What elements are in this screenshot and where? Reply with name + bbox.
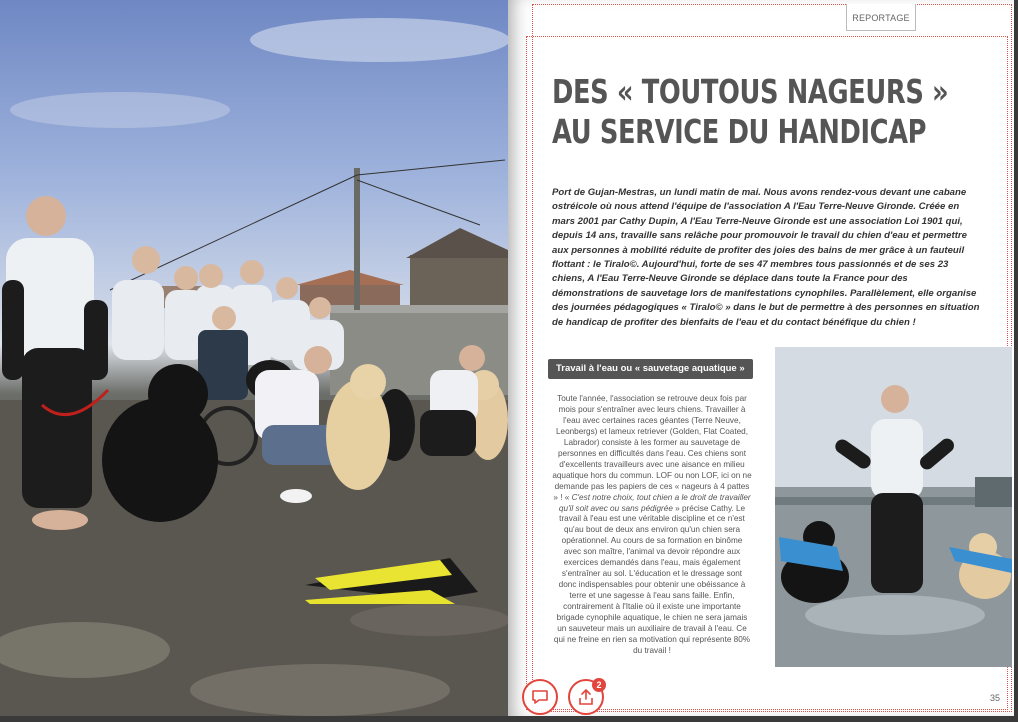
article-page xyxy=(508,0,1014,716)
article-body-quote: C'est notre choix, tout chien a le droit de travailler qu'il soit avec ou sans pédigrée xyxy=(558,492,751,513)
group-photo xyxy=(0,0,508,716)
article-lead: Port de Gujan-Mestras, un lundi matin de mai. Nous avons rendez-vous devant une cabane ostréicole où nous attend l'équipe de l'association A l'Eau Terre-Neuve Gironde. Créée en mars 2001 par Cathy Dupin, A l'Eau Terre-Neuve Gironde est une association Loi 1901 qui, depuis 14 ans, travaille sans relâche pour promouvoir le travail du chien d'eau et permettre aux personnes à mobilité réduite de profiter des joies des bains de mer grâce à un fauteuil flottant : le Tiralo©. Aujourd'hui, forte de ses 47 membres tous passionnés et de ses 23 chiens, A l'Eau Terre-Neuve Gironde se déplace dans toute la France pour des démonstrations de sauvetage lors de manifestations cynophiles. Parallèlement, elle organise des journées pédagogiques « Tiralo© » dans le but de permettre à des personnes en situation de handicap de profiter des bienfaits de l'eau et du contact bénéfique du chien ! xyxy=(552,187,980,328)
comment-button[interactable] xyxy=(522,679,558,715)
share-count-badge: 2 xyxy=(592,678,606,692)
group-photo-illustration xyxy=(0,0,508,716)
section-subhead: Travail à l'eau ou « sauvetage aquatique » xyxy=(548,359,753,379)
article-body-part-1: Toute l'année, l'association se retrouve deux fois par mois pour s'entraîner avec leurs chiens. Travailler à l'eau avec certaines races géantes (Terre Neuve, Leonbergs) et lameux retriever (Golden, Flat Coated, Labrador) consiste à les former au sauvetage de personnes en difficultés dans l'eau. Ces chiens sont d'excellents travailleurs avec une aisance en milieu aquatique hors du commun. LOF ou non LOF, ici on ne demande pas les papiers de ces « nageurs à 4 pattes » ! « xyxy=(552,394,752,502)
section-rubric: REPORTAGE xyxy=(846,4,916,31)
speech-bubble-icon xyxy=(531,689,549,705)
rescue-photo-illustration xyxy=(775,347,1012,667)
article-body-part-2: » précise Cathy. Le travail à l'eau est une véritable discipline et ce n'est qu'au bout de deux ans environ qu'un chien sera opérationnel. Au cours de sa formation en binôme avec son maître, l'animal va devoir répondre aux exercices demandés dans l'eau, mais également s'entraîner au sol. L'éducation et le dressage sont donc indispensables pour obtenir une obéissance à terre et une sagesse à l'eau sans faille. Enfin, contrairement à l'Italie où il existe une importante brigade cynophile aquatique, le chien ne sera jamais un sauveteur mais un auxiliaire de travail à l'eau. Ce qui ne freine en rien sa motivation qui représente 80% du travail ! xyxy=(553,503,751,655)
article-title-line-1: DES « TOUTOUS NAGEURS » xyxy=(552,72,949,111)
rescue-photo xyxy=(775,347,1012,667)
article-body xyxy=(552,394,752,657)
page-number: 35 xyxy=(990,693,1001,703)
share-upload-icon xyxy=(577,688,595,706)
article-title xyxy=(552,72,949,152)
share-button[interactable] xyxy=(568,679,604,715)
article-title-line-2: AU SERVICE DU HANDICAP xyxy=(552,112,927,151)
